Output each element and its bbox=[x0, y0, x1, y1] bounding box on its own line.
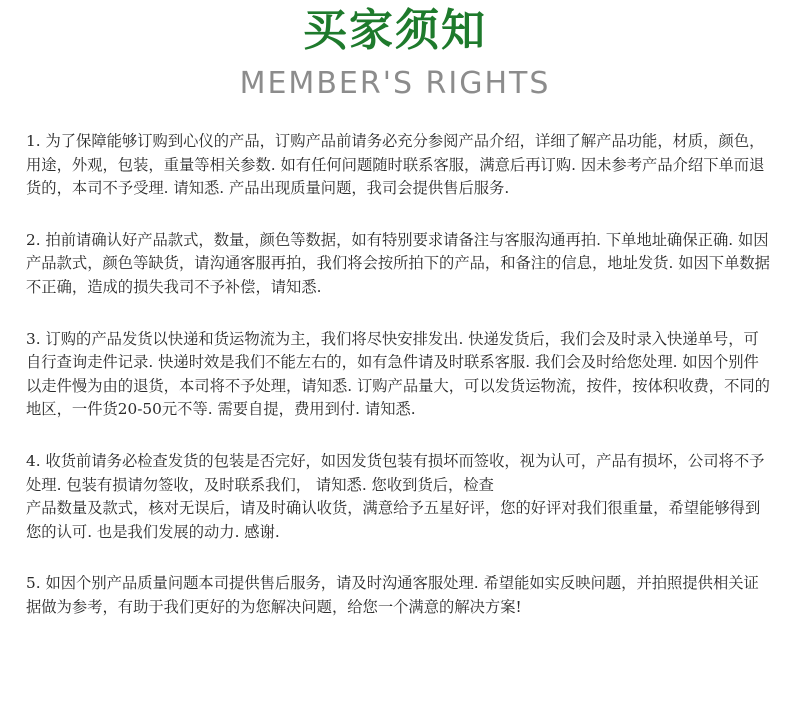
notice-list bbox=[26, 130, 774, 648]
notice-item-3: 3. 订购的产品发货以快递和货运物流为主，我们将尽快安排发出. 快递发货后，我们会及时录入快递单号，可自行查询走件记录. 快递时效是我们不能左右的，如有急件请及时联系客服. 我们会及时给您处理. 如因个别件以走件慢为由的退货，本司将不予处理，请知悉. 订购产品量大，可以发货运物流，按件，按体积收费，不同的地区，一件货20-50元不等. 需要自提，费用到付. 请知悉. bbox=[26, 329, 770, 419]
notice-item-1: 1. 为了保障能够订购到心仪的产品，订购产品前请务必充分参阅产品介绍，详细了解产品功能，材质，颜色，用途，外观，包装，重量等相关参数. 如有任何问题随时联系客服，满意后再订购. 因未参考产品介绍下单而退货的，本司不予受理. 请知悉. 产品出现质量问题，我司会提供售后服务. bbox=[26, 132, 765, 198]
page-subtitle: MEMBER'S RIGHTS bbox=[239, 66, 551, 101]
notice-item-5: 5. 如因个别产品质量问题本司提供售后服务，请及时沟通客服处理. 希望能如实反映问题，并拍照提供相关证据做为参考，有助于我们更好的为您解决问题，给您一个满意的解决方案! bbox=[26, 574, 759, 616]
notice-item-2: 2. 拍前请确认好产品款式，数量，颜色等数据，如有特别要求请备注与客服沟通再拍. 下单地址确保正确. 如因产品款式，颜色等缺货，请沟通客服再拍，我们将会按所拍下的产品，和备注的信息，地址发货. 如因下单数据不正确，造成的损失我司不予补偿，请知悉. bbox=[26, 230, 770, 296]
notice-item-4: 4. 收货前请务必检查发货的包装是否完好，如因发货包装有损坏而签收，视为认可，产品有损坏，公司将不予处理. 包装有损请勿签收，及时联系我们， 请知悉. 您收到货后，检查 产品数量及款式，核对无误后，请及时确认收货，满意给予五星好评，您的好评对我们很重量，希望能够得到您的认可. 也是我们发展的动力. 感谢. bbox=[26, 451, 765, 541]
page-title: 买家须知 bbox=[303, 5, 487, 56]
